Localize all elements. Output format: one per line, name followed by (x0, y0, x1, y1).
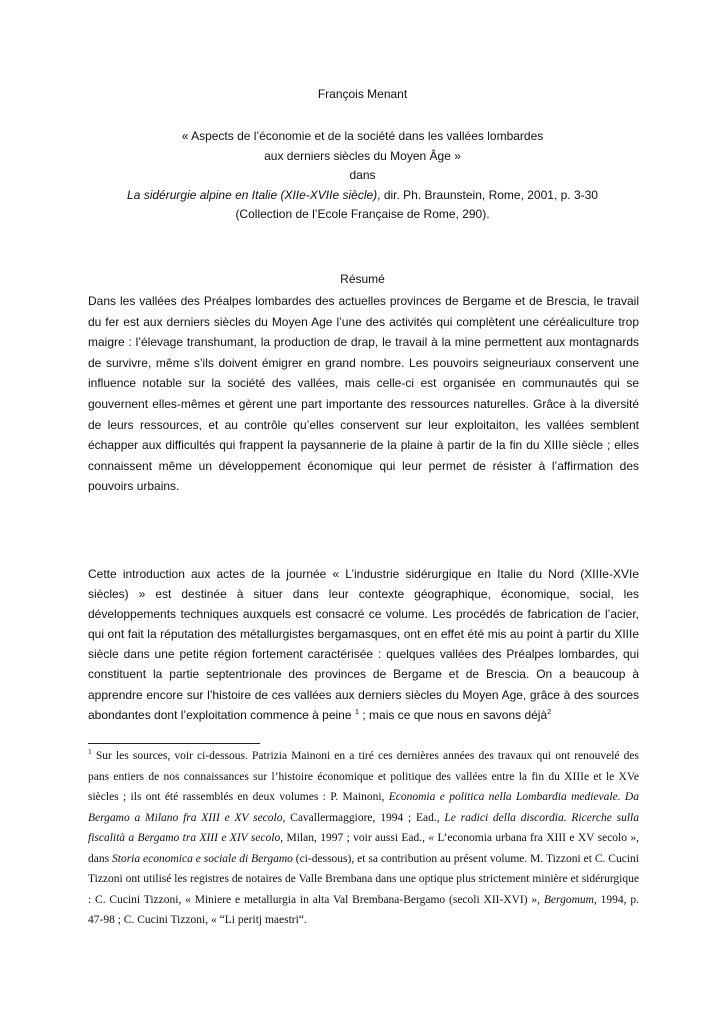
footnote-text-4: L’economia urbana fra XIII e XV secolo », dans (88, 832, 639, 865)
footnote-text-1: Sur les sources, voir ci-dessous. Patrizia Mainoni en a tiré ces dernières années des travaux qui ont renouvelé des pans entiers de nos connaissances sur l’histoire économique et politique des vallées entre la fin du XIIIe et le XVe siècles ; ils ont été rassemblés en deux volumes : P. Mainoni, (88, 750, 639, 803)
intro-text-continued: ; mais ce que nous en savons déjà (359, 707, 548, 722)
citation-header (88, 127, 637, 225)
article-title-line-1: « Aspects de l’économie et de la société dans les vallées lombardes (181, 129, 544, 143)
article-title-line-2: aux derniers siècles du Moyen Âge » (264, 148, 461, 163)
footnote-ref-1: 1 (354, 706, 360, 716)
collection-note: (Collection de l’Ecole Française de Rome, 290). (235, 207, 490, 221)
footnote-1 (88, 746, 639, 931)
author-name: François Menant (317, 87, 408, 101)
intro-paragraph (88, 564, 639, 725)
resume-paragraph: Dans les vallées des Préalpes lombardes des actuelles provinces de Bergame et de Brescia, le travail du fer est aux derniers siècles du Moyen Age l’une des activités qui complètent une céréaliculture trop maigre : l’élevage transhumant, la production de drap, le travail à la mine permettent aux montagnards de survivre, même s’ils doivent émigrer en grand nombre. Les pouvoirs seigneuriaux conservent une influence notable sur la société des vallées, mais celle-ci est organisée en communautés qui se gouvernent elles-mêmes et gèrent une part importante des ressources naturelles. Grâce à la diversité de leurs ressources, et au contrôle qu’elles conservent sur leur exploitaiton, les vallées semblent échapper aux difficultés qui frappent la paysannerie de la plaine à partir de la fin du XIIIe siècle ; elles connaissent même un développement économique qui leur permet de résister à l’affirmation des pouvoirs urbains. (88, 294, 639, 494)
footnote-ref-2: 2 (547, 706, 552, 716)
footnote-text-6: , 1994, p. 47-98 ; C. Cucini Tizzoni, « “Li peritj maestri“. (88, 893, 640, 926)
book-citation (88, 186, 637, 206)
resume-heading: Résumé (340, 272, 385, 286)
book-title: La sidérurgie alpine en Italie (XIIe-XVIIe siècle) (127, 187, 378, 202)
book-details: , dir. Ph. Braunstein, Rome, 2001, p. 3-30 (377, 187, 598, 202)
connector-text: dans (349, 168, 376, 182)
footnote-title-3: Storia economica e sociale di Bergamo (112, 852, 293, 865)
footnote-text-5: (ci-dessous), et sa contribution au présent volume. M. Tizzoni et C. Cucini Tizzoni ont utilisé les registres de notaires de Valle Brembana dans une optique plus strictement minière et sidérurgique : C. Cucini Tizzoni, « Miniere e metallurgia in alta Val Brembana-Bergamo (secoli XII-XVI) », (88, 852, 639, 906)
footnote-text-2: , Cavallermaggiore, 1994 ; Ead., (282, 811, 445, 824)
footnote-title-1: Economia e politica nella Lombardia medievale. Da Bergamo a Milano fra XIII e XV secolo (88, 791, 639, 824)
footnote-title-4: Bergomum (543, 893, 594, 906)
footnote-separator (88, 743, 260, 744)
footnote-text-3: , Milan, 1997 ; voir aussi Ead., (280, 832, 429, 844)
footnote-title-2: Le radici della discordia. Ricerche sulla fiscalità a Bergamo tra XIII e XIV secolo (88, 811, 639, 844)
footnote-number: 1 (88, 747, 92, 756)
footnote-quote-mark: « (428, 832, 435, 844)
intro-text: Cette introduction aux actes de la journée « L’industrie sidérurgique en Italie du Nord (XIIIe-XVIe siècles) » est destinée à situer dans leur contexte géographique, économique, social, les développements techniques auxquels est consacré ce volume. Les procédés de fabrication de l’acier, qui ont fait la réputation des métallurgistes bergamasques, ont en effet été mis au point à partir du XIIIe siècle dans une petite région fortement caractérisée : quelques vallées des Préalpes lombardes, qui constituent la partie septentrionale des provinces de Bergame et de Brescia. On a beaucoup à apprendre encore sur l’histoire de ces vallées aux derniers siècles du Moyen Age, grâce à des sources abondantes dont l’exploitation commence à peine (88, 567, 639, 722)
